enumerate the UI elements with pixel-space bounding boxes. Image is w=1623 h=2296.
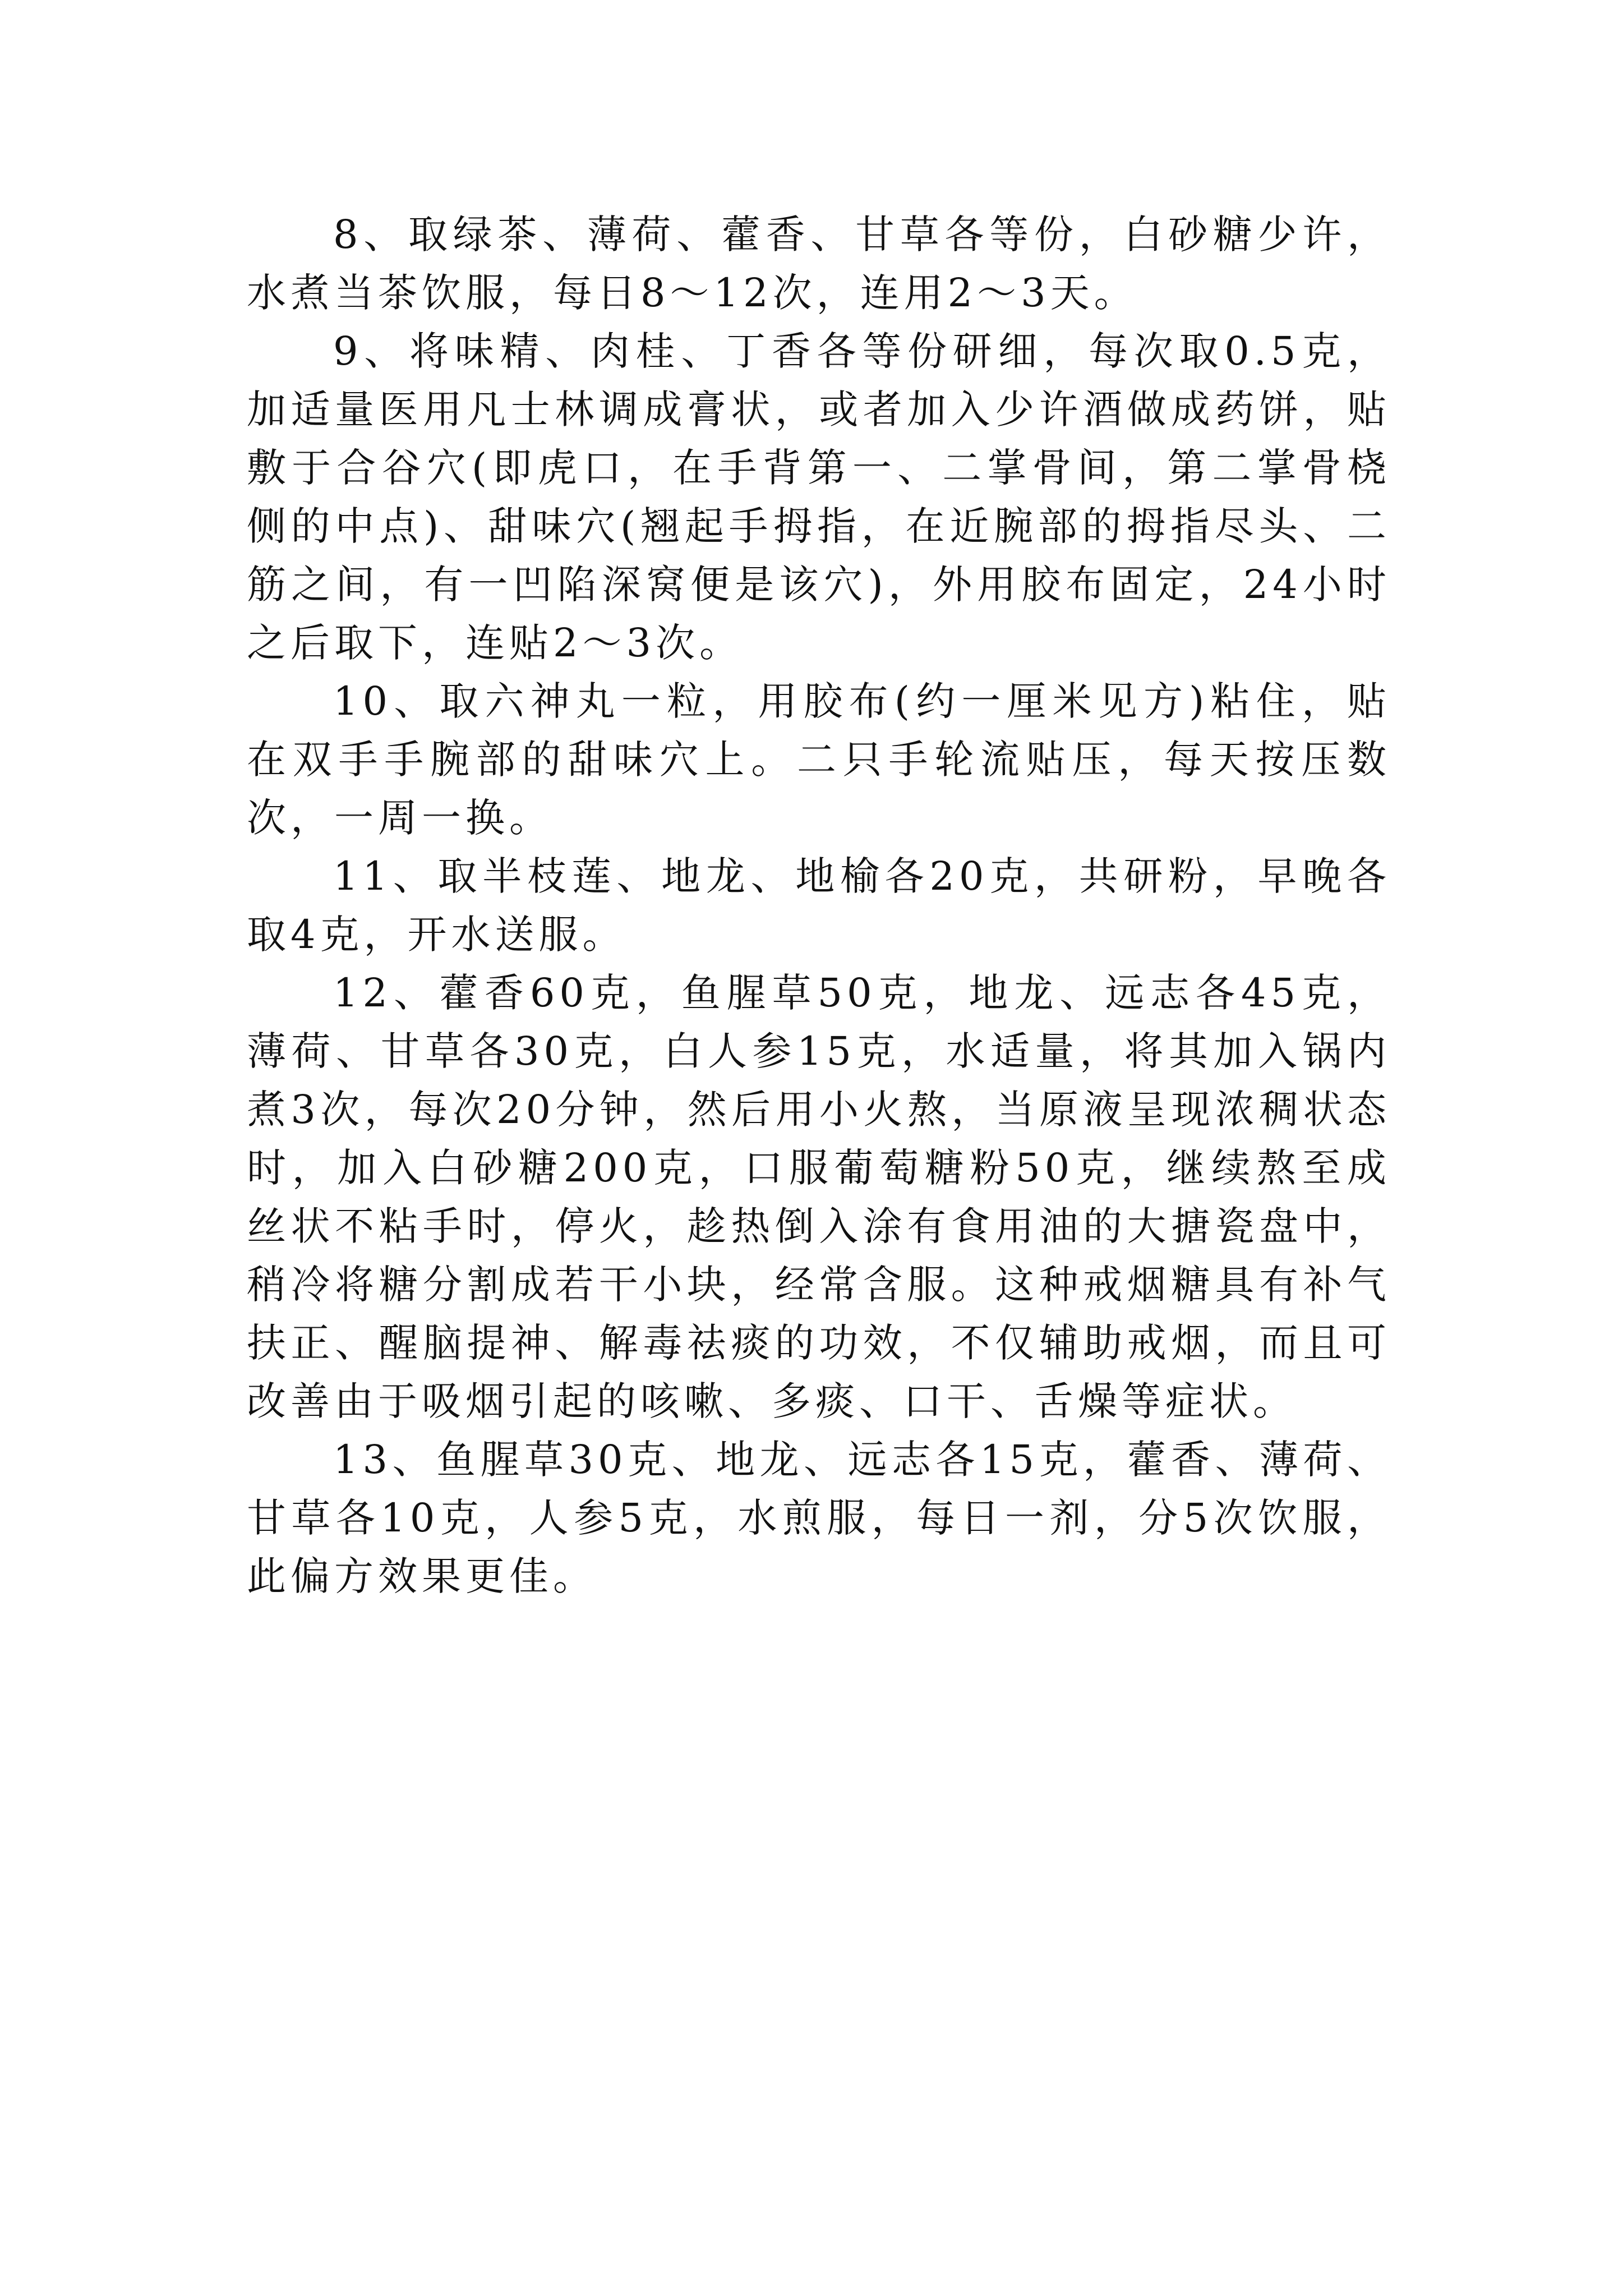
paragraph-item-12: 12、藿香60克，鱼腥草50克，地龙、远志各45克，薄荷、甘草各30克，白人参15克，水适量，将其加入锅内煮3次，每次20分钟，然后用小火熬，当原液呈现浓稠状态时，加入白砂糖200克，口服葡萄糖粉50克，继续熬至成丝状不粘手时，停火，趁热倒入涂有食用油的大搪瓷盘中，稍冷将糖分割成若干小块，经常含服。这种戒烟糖具有补气扶正、醒脑提神、解毒祛痰的功效，不仅辅助戒烟，而且可改善由于吸烟引起的咳嗽、多痰、口干、舌燥等症状。 bbox=[247, 970, 1391, 1424]
paragraph-item-8: 8、取绿茶、薄荷、藿香、甘草各等份，白砂糖少许，水煮当茶饮服，每日8～12次，连用2～3天。 bbox=[247, 211, 1391, 316]
paragraph-item-13: 13、鱼腥草30克、地龙、远志各15克，藿香、薄荷、甘草各10克，人参5克，水煎服，每日一剂，分5次饮服，此偏方效果更佳。 bbox=[247, 1437, 1391, 1599]
paragraph-item-11: 11、取半枝莲、地龙、地榆各20克，共研粉，早晚各取4克，开水送服。 bbox=[247, 853, 1391, 958]
paragraph-item-9: 9、将味精、肉桂、丁香各等份研细，每次取0.5克，加适量医用凡士林调成膏状，或者加入少许酒做成药饼，贴敷于合谷穴(即虎口，在手背第一、二掌骨间，第二掌骨桡侧的中点)、甜味穴(翘起手拇指，在近腕部的拇指尽头、二筋之间，有一凹陷深窝便是该穴)，外用胶布固定，24小时之后取下，连贴2～3次。 bbox=[247, 328, 1391, 666]
document-body bbox=[247, 205, 1391, 1605]
paragraph-item-10: 10、取六神丸一粒，用胶布(约一厘米见方)粘住，贴在双手手腕部的甜味穴上。二只手轮流贴压，每天按压数次，一周一换。 bbox=[247, 678, 1391, 841]
